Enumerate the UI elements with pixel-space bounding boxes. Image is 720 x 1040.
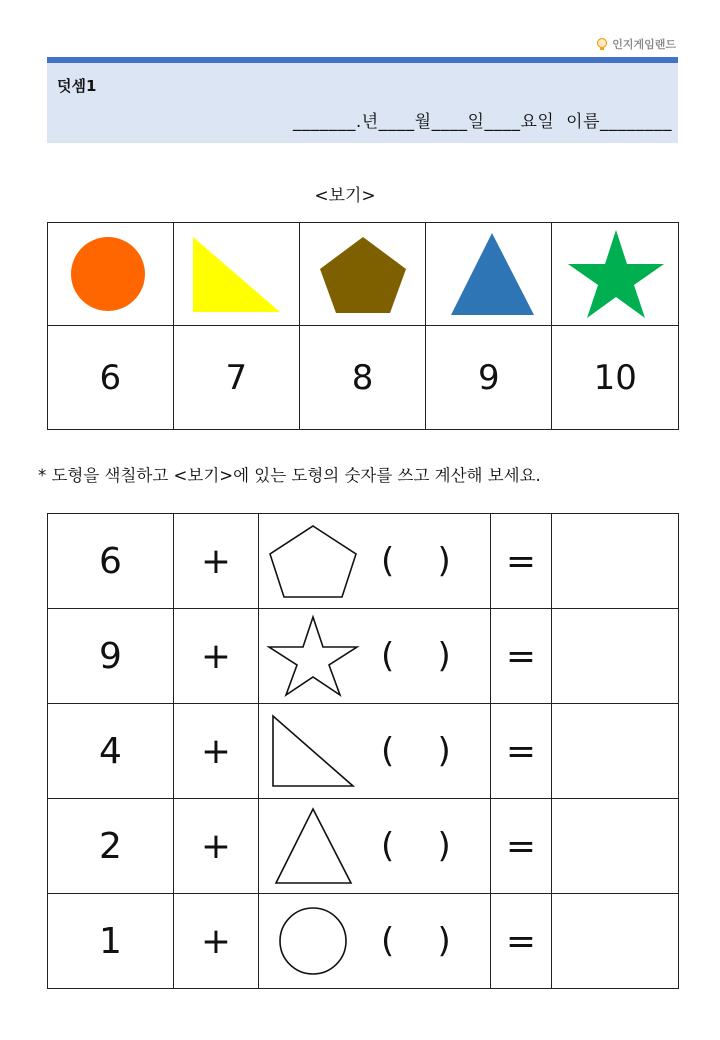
problem-number: 2	[48, 799, 174, 894]
problem-row	[48, 514, 679, 609]
example-shape-row	[48, 223, 679, 326]
example-shape-cell	[173, 223, 299, 326]
problem-row	[48, 609, 679, 704]
example-label: <보기>	[314, 186, 376, 206]
answer-parentheses[interactable]: ( )	[381, 731, 451, 771]
plus-sign: +	[174, 514, 259, 609]
problem-number: 1	[48, 894, 174, 989]
example-value: 9	[426, 326, 552, 430]
worksheet-title: 덧셈1	[57, 77, 97, 95]
example-shape-cell	[552, 223, 679, 326]
pentagon-icon	[313, 227, 413, 317]
example-value: 6	[48, 326, 174, 430]
problem-number: 9	[48, 609, 174, 704]
problem-row	[48, 894, 679, 989]
plus-sign: +	[174, 894, 259, 989]
equals-sign: =	[491, 799, 552, 894]
shape-blank-cell	[259, 799, 491, 894]
example-shape-cell	[48, 223, 174, 326]
problem-row	[48, 799, 679, 894]
equals-sign: =	[491, 514, 552, 609]
right-triangle-outline-icon	[265, 710, 361, 792]
circle-outline-icon	[273, 901, 353, 981]
equals-sign: =	[491, 894, 552, 989]
answer-box[interactable]	[552, 514, 679, 609]
example-shape-cell	[299, 223, 425, 326]
plus-sign: +	[174, 704, 259, 799]
answer-parentheses[interactable]: ( )	[381, 921, 451, 961]
problem-number: 4	[48, 704, 174, 799]
equals-sign: =	[491, 609, 552, 704]
brand-logo	[595, 36, 676, 52]
star-outline-icon	[263, 613, 363, 699]
date-name-line: _______.년____월____일____요일 이름________	[292, 112, 672, 132]
circle-icon	[70, 232, 150, 312]
bulb-icon	[595, 37, 609, 51]
answer-parentheses[interactable]: ( )	[381, 826, 451, 866]
equals-sign: =	[491, 704, 552, 799]
brand-name: 인지게임랜드	[612, 38, 676, 51]
example-value: 8	[299, 326, 425, 430]
example-value: 7	[173, 326, 299, 430]
answer-box[interactable]	[552, 894, 679, 989]
problem-row	[48, 704, 679, 799]
plus-sign: +	[174, 609, 259, 704]
example-table	[47, 222, 679, 430]
triangle-icon	[439, 227, 539, 317]
answer-parentheses[interactable]: ( )	[381, 541, 451, 581]
triangle-outline-icon	[268, 805, 358, 887]
worksheet-header	[47, 57, 678, 143]
shape-blank-cell	[259, 609, 491, 704]
answer-box[interactable]	[552, 704, 679, 799]
example-number-row	[48, 326, 679, 430]
problem-table	[47, 513, 679, 989]
shape-blank-cell	[259, 704, 491, 799]
example-value: 10	[552, 326, 679, 430]
star-icon	[560, 224, 670, 320]
plus-sign: +	[174, 799, 259, 894]
answer-box[interactable]	[552, 609, 679, 704]
shape-blank-cell	[259, 514, 491, 609]
instruction-text: * 도형을 색칠하고 <보기>에 있는 도형의 숫자를 쓰고 계산해 보세요.	[38, 466, 541, 485]
shape-blank-cell	[259, 894, 491, 989]
pentagon-outline-icon	[265, 521, 361, 601]
right-triangle-icon	[186, 227, 286, 317]
problem-number: 6	[48, 514, 174, 609]
example-shape-cell	[426, 223, 552, 326]
answer-parentheses[interactable]: ( )	[381, 636, 451, 676]
answer-box[interactable]	[552, 799, 679, 894]
